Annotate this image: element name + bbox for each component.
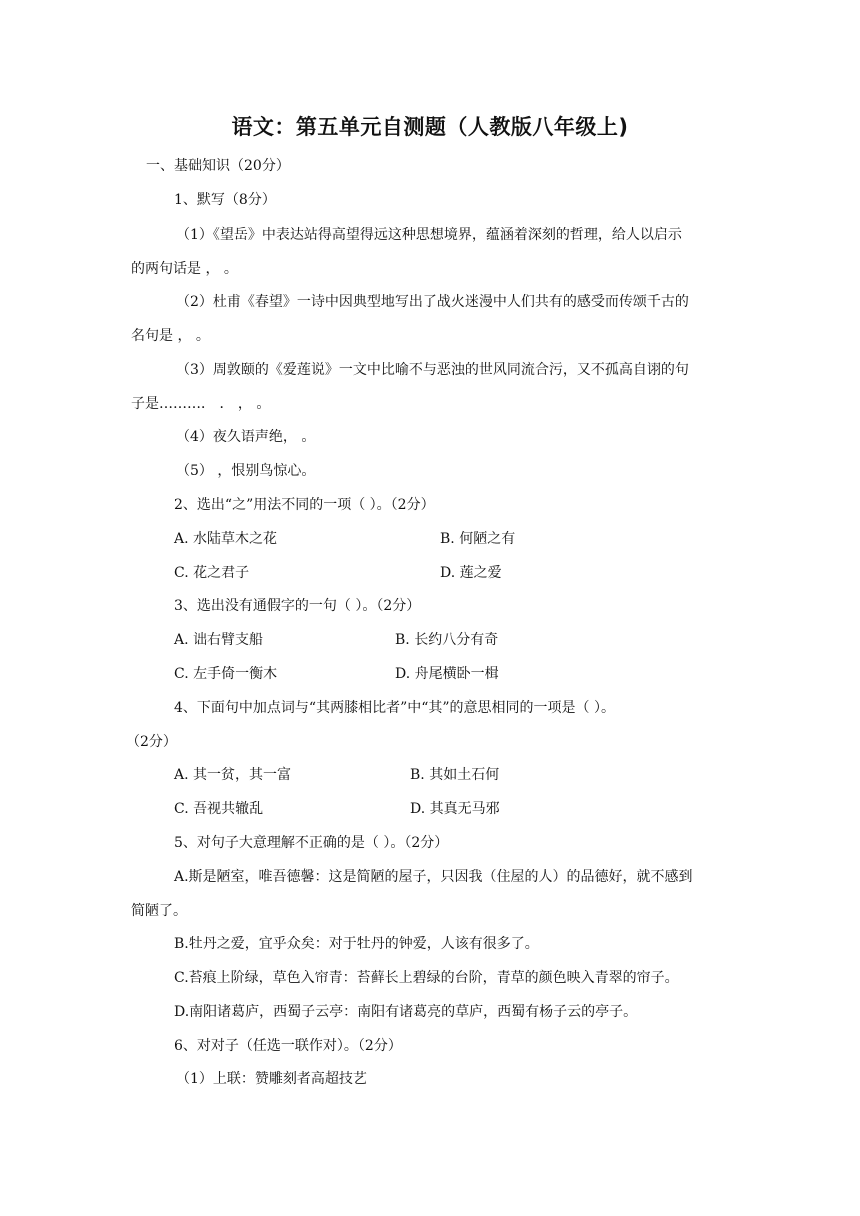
q4-option-a: A. 其一贫，其一富 [174, 767, 292, 783]
q2-option-d: D. 莲之爱 [440, 565, 502, 581]
q1-part3-line2: 子是………． ． ， 。 [131, 396, 271, 412]
question-4-header-line2: （2分） [126, 734, 177, 750]
q1-part3-line1: （3）周敦颐的《爱莲说》一文中比喻不与恶浊的世风同流合污，又不孤高自诩的句 [176, 362, 689, 378]
q3-option-b: B. 长约八分有奇 [395, 632, 499, 648]
question-4-header-line1: 4、下面句中加点词与“其两膝相比者”中“其”的意思相同的一项是（ ）。 [174, 700, 615, 716]
q2-options-row1 [174, 529, 734, 549]
q2-options-row2 [174, 563, 734, 583]
q2-option-c: C. 花之君子 [174, 565, 250, 581]
q3-option-c: C. 左手倚一衡木 [174, 666, 278, 682]
q1-part5: （5） ，恨别鸟惊心。 [176, 463, 316, 479]
q5-option-b: B.牡丹之爱，宜乎众矣：对于牡丹的钟爱，人该有很多了。 [174, 936, 539, 952]
q5-option-d: D.南阳诸葛庐，西蜀子云亭：南阳有诸葛亮的草庐，西蜀有杨子云的亭子。 [174, 1004, 638, 1020]
q4-option-c: C. 吾视共辙乱 [174, 801, 264, 817]
question-6-header: 6、对对子（任选一联作对）。（2分） [174, 1038, 402, 1054]
q4-options-row2 [174, 799, 734, 819]
q1-part4: （4）夜久语声绝， 。 [176, 429, 316, 445]
q6-item-1: （1）上联：赞雕刻者高超技艺 [176, 1071, 367, 1087]
q2-option-b: B. 何陋之有 [440, 531, 516, 547]
question-2-header: 2、选出“之”用法不同的一项（ ）。（2分） [174, 497, 435, 513]
question-1-header: 1、默写（8分） [174, 192, 276, 208]
q3-options-row2 [174, 664, 734, 684]
q5-option-c: C.苔痕上阶绿，草色入帘青：苔藓长上碧绿的台阶，青草的颜色映入青翠的帘子。 [174, 970, 679, 986]
q3-options-row1 [174, 630, 734, 650]
q5-option-a-line2: 简陋了。 [131, 903, 187, 919]
q3-option-a: A. 诎右臂支船 [174, 632, 264, 648]
question-5-header: 5、对句子大意理解不正确的是（ ）。（2分） [174, 835, 449, 851]
q1-part1-line2: 的两句话是 ， 。 [131, 261, 238, 277]
q1-part2-line1: （2）杜甫《春望》一诗中因典型地写出了战火迷漫中人们共有的感受而传颂千古的 [176, 294, 689, 310]
section-heading: 一、基础知识（20分） [146, 158, 290, 174]
q4-option-d: D. 其真无马邪 [410, 801, 500, 817]
q3-option-d: D. 舟尾横卧一楫 [395, 666, 499, 682]
page-title: 语文：第五单元自测题（人教版八年级上) [231, 115, 629, 139]
q2-option-a: A. 水陆草木之花 [174, 531, 278, 547]
question-3-header: 3、选出没有通假字的一句（ ）。（2分） [174, 598, 421, 614]
q4-options-row1 [174, 765, 734, 785]
q5-option-a-line1: A.斯是陋室，唯吾德馨：这是简陋的屋子，只因我（住屋的人）的品德好，就不感到 [174, 869, 693, 885]
q1-part1-line1: （1）《望岳》中表达站得高望得远这种思想境界，蕴涵着深刻的哲理，给人以启示 [176, 227, 682, 243]
q1-part2-line2: 名句是 ， 。 [131, 328, 210, 344]
q4-option-b: B. 其如土石何 [410, 767, 500, 783]
